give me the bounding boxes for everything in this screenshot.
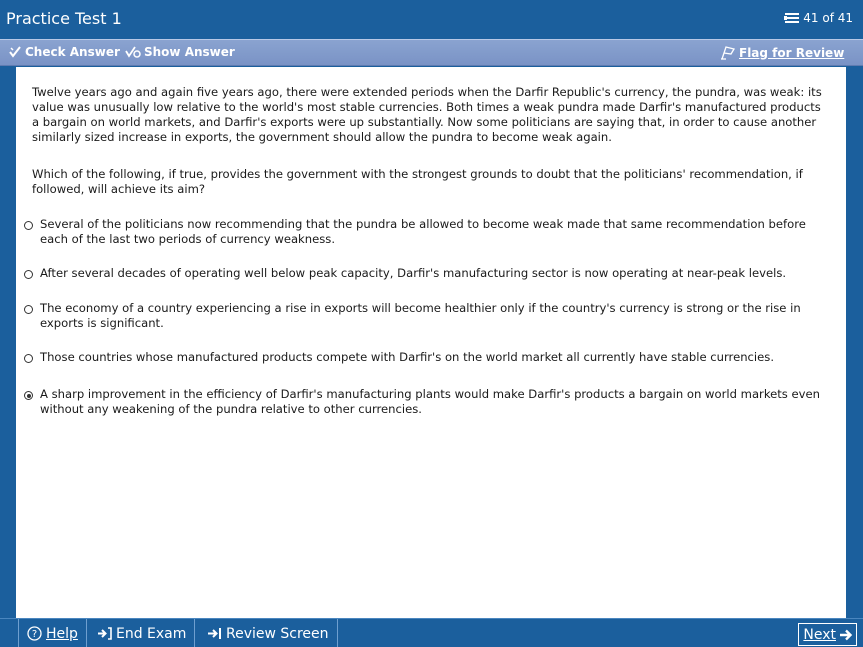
flag-for-review-button[interactable]: [720, 45, 844, 60]
show-answer-label: Show Answer: [144, 45, 235, 59]
question-counter: [784, 11, 853, 25]
flag-for-review-label: Flag for Review: [739, 45, 845, 60]
toolbar: [0, 39, 863, 66]
question-counter-text: 41 of 41: [803, 11, 853, 25]
answer-text-a: Several of the politicians now recommending that the pundra be allowed to become weak made that same recommendation before each of the last two periods of currency weakness.: [40, 217, 806, 246]
show-answer-icon: [125, 45, 141, 59]
next-label: Next: [803, 626, 836, 643]
check-answer-button[interactable]: [8, 45, 120, 59]
review-screen-button[interactable]: [199, 619, 338, 647]
bottom-bar: [0, 618, 863, 647]
answer-option-b[interactable]: [24, 266, 824, 281]
end-exam-label: End Exam: [116, 625, 187, 642]
answer-option-c[interactable]: [24, 301, 824, 331]
question-panel: [16, 67, 846, 618]
review-screen-icon: [207, 627, 222, 640]
review-screen-label: Review Screen: [226, 625, 329, 642]
answer-option-e[interactable]: [24, 387, 824, 417]
window-title: Practice Test 1: [6, 9, 122, 28]
answer-radio-b[interactable]: [24, 270, 33, 279]
svg-text:?: ?: [31, 629, 38, 640]
end-exam-icon: [97, 627, 112, 640]
flag-icon: [720, 45, 736, 60]
question-passage: Twelve years ago and again five years ago, there were extended periods when the Darfir Republic's currency, the pundra, was weak: its value was unusually low relative to the world's most stable currencies. Both times a weak pundra made Darfir's manufactured products a bargain on world markets, and Darfir's exports were up substantially. Now some politicians are saying that, in order to cause another similarly sized increase in exports, the government should allow the pundra to become weak again.: [32, 85, 822, 144]
answer-text-c: The economy of a country experiencing a rise in exports will become healthier only if the country's currency is strong or the rise in exports is significant.: [40, 301, 801, 330]
answer-radio-a[interactable]: [24, 221, 33, 230]
answer-text-d: Those countries whose manufactured products compete with Darfir's on the world market all currently have stable currencies.: [40, 350, 775, 364]
help-label: Help: [46, 625, 78, 642]
question-stem: Which of the following, if true, provides the government with the strongest grounds to doubt that the politicians' recommendation, if followed, will achieve its aim?: [32, 167, 803, 196]
answer-option-a[interactable]: [24, 217, 824, 247]
answer-text-b: After several decades of operating well below peak capacity, Darfir's manufacturing sector is now operating at near-peak levels.: [40, 266, 787, 280]
answer-radio-e[interactable]: [24, 391, 33, 400]
answer-radio-c[interactable]: [24, 305, 33, 314]
check-answer-icon: [8, 45, 22, 59]
answer-radio-d[interactable]: [24, 354, 33, 363]
next-arrow-icon: [839, 628, 853, 642]
help-icon: [27, 626, 42, 641]
right-margin: [846, 67, 863, 618]
next-button[interactable]: [798, 623, 857, 646]
check-answer-label: Check Answer: [25, 45, 120, 59]
end-exam-button[interactable]: [89, 619, 195, 647]
answer-option-d[interactable]: [24, 350, 824, 365]
answer-text-e: A sharp improvement in the efficiency of Darfir's manufacturing plants would make Darfir's products a bargain on world markets even without any weakening of the pundra relative to other currencies.: [40, 387, 820, 416]
title-bar: [0, 0, 863, 39]
show-answer-button[interactable]: [125, 45, 235, 59]
help-button[interactable]: [18, 619, 87, 647]
question-list-icon: [784, 12, 800, 24]
